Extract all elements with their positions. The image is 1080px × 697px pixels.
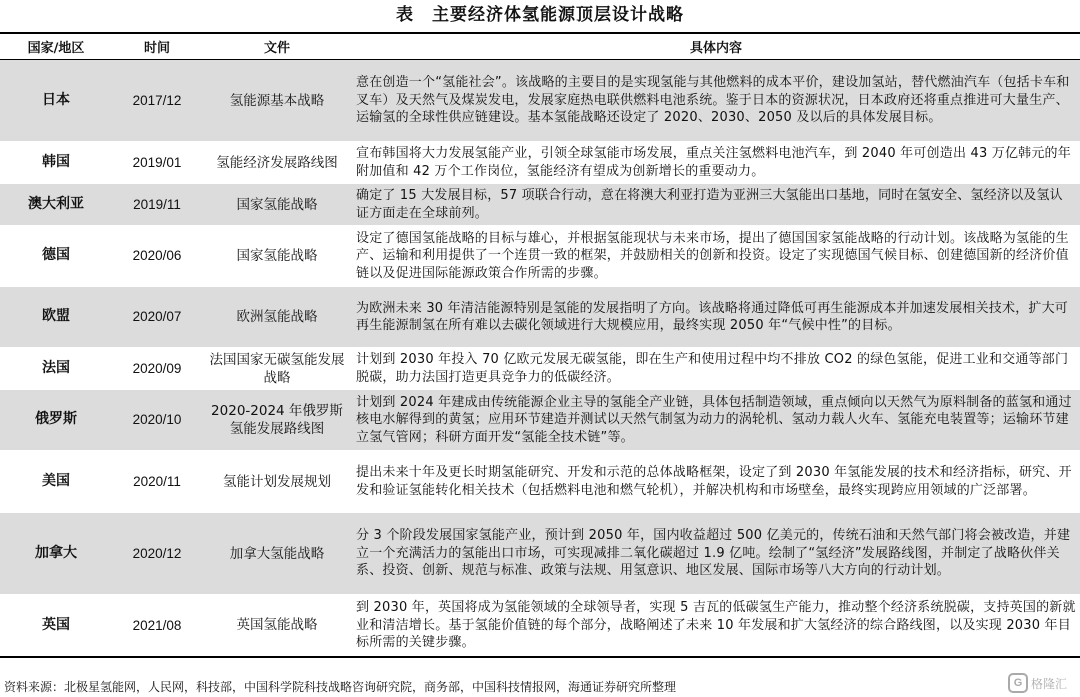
cell-document: 英国氢能战略 [202, 595, 352, 657]
strategy-table [0, 32, 1080, 658]
cell-time: 2019/11 [112, 184, 202, 226]
cell-document: 氢能计划发展规划 [202, 451, 352, 513]
table-title [0, 0, 1080, 30]
cell-content: 到 2030 年，英国将成为氢能领域的全球领导者，实现 5 吉瓦的低碳氢生产能力，推动整个经济系统脱碳，支持英国的新就业和清洁增长。基于氢能价值链的每个部分，战略阐述了未来 10 年发展和扩大氢经济的综合路线图，以及实现 2030 年目标所需的关键步骤。 [352, 595, 1080, 657]
header-content: 具体内容 [352, 33, 1080, 60]
cell-time: 2021/08 [112, 595, 202, 657]
table-row [0, 226, 1080, 287]
watermark-text: 格隆汇 [1031, 676, 1068, 691]
cell-country: 法国 [0, 348, 112, 390]
cell-country: 欧盟 [0, 287, 112, 348]
table-row [0, 287, 1080, 348]
cell-time: 2020/10 [112, 390, 202, 451]
cell-content: 计划到 2024 年建成由传统能源企业主导的氢能全产业链，具体包括制造领域，重点倾向以天然气为原料制备的蓝氢和通过核电水解得到的黄氢；应用环节建造并测试以天然气制氢为动力的涡轮机、氢动力载人火车、氢能充电装置等；运输环节建立氢气管网；科研方面开发“氢能全技术链”等。 [352, 390, 1080, 451]
table-row [0, 60, 1080, 142]
cell-document: 欧洲氢能战略 [202, 287, 352, 348]
watermark-logo-icon: G [1008, 673, 1028, 693]
table-row [0, 142, 1080, 184]
source-note: 资料来源：北极星氢能网，人民网，科技部，中国科学院科技战略咨询研究院，商务部，中国科技情报网，海通证券研究所整理 [4, 680, 677, 694]
cell-content: 分 3 个阶段发展国家氢能产业，预计到 2050 年，国内收益超过 500 亿美元的，传统石油和天然气部门将会被改造，并建立一个充满活力的氢能出口市场，可实现减排二氧化碳超过 1.9 亿吨。绘制了“氢经济”发展路线图，并制定了战略伙伴关系、投资、创新、规范与标准、政策与法规、用氢意识、地区发展、国际市场等八大方向的行动计划。 [352, 513, 1080, 595]
cell-country: 加拿大 [0, 513, 112, 595]
cell-country: 德国 [0, 226, 112, 287]
cell-document: 2020-2024 年俄罗斯氢能发展路线图 [202, 390, 352, 451]
cell-content: 为欧洲未来 30 年清洁能源特别是氢能的发展指明了方向。该战略将通过降低可再生能源成本并加速发展相关技术，扩大可再生能源制氢在所有难以去碳化领域进行大规模应用，最终实现 2050 年“气候中性”的目标。 [352, 287, 1080, 348]
cell-document: 氢能源基本战略 [202, 60, 352, 142]
cell-content: 提出未来十年及更长时期氢能研究、开发和示范的总体战略框架，设定了到 2030 年氢能发展的技术和经济指标，研究、开发和验证氢能转化相关技术（包括燃料电池和燃气轮机），并解决机构和市场壁垒，最终实现跨应用领域的广泛部署。 [352, 451, 1080, 513]
table-row [0, 390, 1080, 451]
cell-time: 2020/06 [112, 226, 202, 287]
cell-content: 设定了德国氢能战略的目标与雄心，并根据氢能现状与未来市场，提出了德国国家氢能战略的行动计划。该战略为氢能的生产、运输和利用提供了一个连贯一致的框架，并鼓励相关的创新和投资。设定了实现德国气候目标、创建德国新的经济价值链以及促进国际能源政策合作所需的步骤。 [352, 226, 1080, 287]
cell-document: 氢能经济发展路线图 [202, 142, 352, 184]
cell-country: 澳大利亚 [0, 184, 112, 226]
cell-country: 英国 [0, 595, 112, 657]
cell-country: 日本 [0, 60, 112, 142]
cell-content: 宣布韩国将大力发展氢能产业，引领全球氢能市场发展，重点关注氢燃料电池汽车，到 2040 年可创造出 43 万亿韩元的年附加值和 42 万个工作岗位，氢能经济有望成为创新增长的重要动力。 [352, 142, 1080, 184]
cell-content: 计划到 2030 年投入 70 亿欧元发展无碳氢能，即在生产和使用过程中均不排放 CO2 的绿色氢能，促进工业和交通等部门脱碳，助力法国打造更具竞争力的低碳经济。 [352, 348, 1080, 390]
cell-time: 2020/07 [112, 287, 202, 348]
table-title-prefix: 表 [396, 5, 414, 25]
cell-document: 加拿大氢能战略 [202, 513, 352, 595]
table-row [0, 348, 1080, 390]
cell-time: 2020/09 [112, 348, 202, 390]
cell-content: 确定了 15 大发展目标，57 项联合行动，意在将澳大利亚打造为亚洲三大氢能出口基地，同时在氢安全、氢经济以及氢认证方面走在全球前列。 [352, 184, 1080, 226]
watermark [1008, 671, 1074, 695]
table-row [0, 184, 1080, 226]
table-title-text: 主要经济体氢能源顶层设计战略 [432, 5, 684, 25]
cell-time: 2020/12 [112, 513, 202, 595]
cell-content: 意在创造一个“氢能社会”。该战略的主要目的是实现氢能与其他燃料的成本平价，建设加氢站，替代燃油汽车（包括卡车和叉车）及天然气及煤炭发电，发展家庭热电联供燃料电池系统。鉴于日本的资源状况，日本政府还将重点推进可大量生产、运输氢的全球性供应链建设。基本氢能战略还设定了 2020、2030、2050 及以后的具体发展目标。 [352, 60, 1080, 142]
header-time: 时间 [112, 33, 202, 60]
table-row [0, 513, 1080, 595]
cell-document: 法国国家无碳氢能发展战略 [202, 348, 352, 390]
cell-document: 国家氢能战略 [202, 184, 352, 226]
header-document: 文件 [202, 33, 352, 60]
cell-country: 俄罗斯 [0, 390, 112, 451]
cell-country: 韩国 [0, 142, 112, 184]
header-row [0, 33, 1080, 60]
cell-time: 2019/01 [112, 142, 202, 184]
cell-time: 2020/11 [112, 451, 202, 513]
cell-country: 美国 [0, 451, 112, 513]
cell-time: 2017/12 [112, 60, 202, 142]
cell-document: 国家氢能战略 [202, 226, 352, 287]
header-country: 国家/地区 [0, 33, 112, 60]
table-row [0, 595, 1080, 657]
table-row [0, 451, 1080, 513]
